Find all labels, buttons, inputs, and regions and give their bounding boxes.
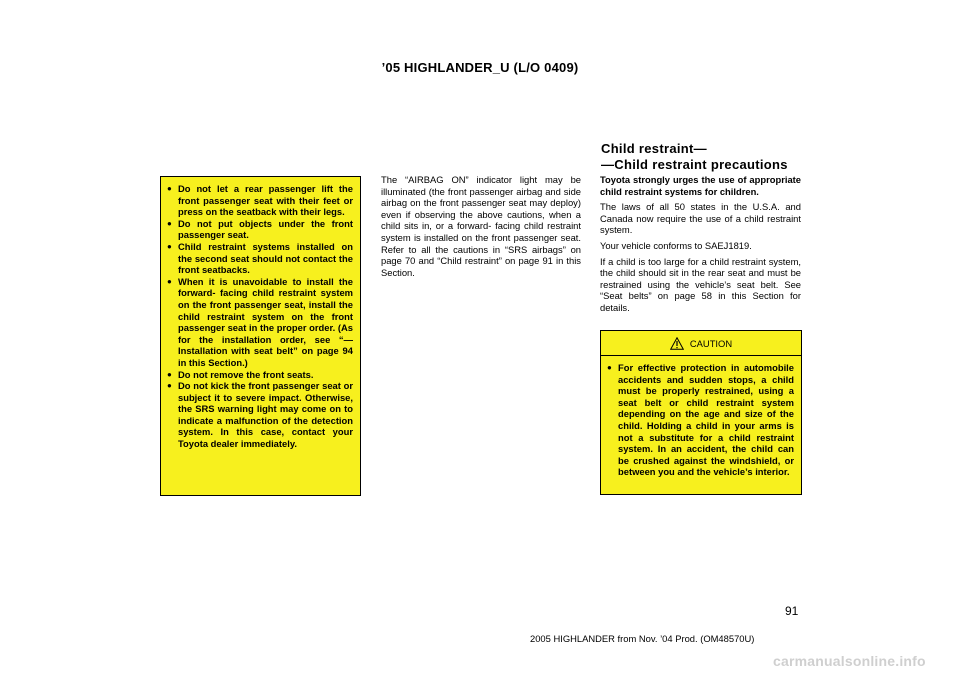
bullet-dot-icon: ● xyxy=(167,184,172,193)
bullet-dot-icon: ● xyxy=(167,241,172,251)
section-title xyxy=(601,141,788,173)
caution-header xyxy=(601,331,801,356)
warning-bullet-text: Do not put objects under the front passenger seat. xyxy=(178,217,353,241)
page-footer: 2005 HIGHLANDER from Nov. ’04 Prod. (OM48570U) xyxy=(530,633,755,644)
warning-bullet xyxy=(167,369,353,381)
intro-paragraph: Toyota strongly urges the use of appropriate child restraint systems for children. xyxy=(600,174,801,197)
bullet-dot-icon: ● xyxy=(607,363,612,372)
warning-bullet-text: Do not kick the front passenger seat or subject it to severe impact. Otherwise, the SRS warning light may come on to indicate a malfunction of the detection system. In this case, contact your Toyota dealer immediately. xyxy=(178,380,353,450)
warning-bullet-list xyxy=(167,183,353,450)
warning-bullet xyxy=(167,380,353,450)
page-header-title: ’05 HIGHLANDER_U (L/O 0409) xyxy=(381,60,579,75)
bullet-dot-icon: ● xyxy=(167,381,172,391)
large-child-paragraph: If a child is too large for a child restraint system, the child should sit in the rear seat and must be restrained using the vehicle’s seat belt. See “Seat belts” on page 58 in this Section for details. xyxy=(600,255,801,313)
section-title-line1: Child restraint— xyxy=(601,141,707,156)
warning-bullet xyxy=(167,183,353,218)
caution-bullet xyxy=(607,362,794,478)
conformance-paragraph: Your vehicle conforms to SAEJ1819. xyxy=(600,239,752,251)
caution-body xyxy=(601,356,801,482)
airbag-indicator-paragraph: The “AIRBAG ON” indicator light may be illuminated (the front passenger airbag and side airbag on the front passenger seat may deploy) even if observing the above cautions, when a child sits in, or a forward- facing child restraint system is installed on the front passenger seat. Refer to all the cautions in “SRS airbags” on page 70 and “Child restraint” on page 91 in this Section. xyxy=(381,174,581,278)
laws-paragraph: The laws of all 50 states in the U.S.A. and Canada now require the use of a child restraint system. xyxy=(600,201,801,236)
caution-label: CAUTION xyxy=(689,337,733,349)
warning-bullet-text: When it is unavoidable to install the forward- facing child restraint system on the front passenger seat, install the child restraint system on the front passenger seat in the proper order. (As for the installation order, see “—Installation with seat belt” on page 94 in this Section.) xyxy=(178,275,353,368)
warning-bullet xyxy=(167,241,353,276)
bullet-dot-icon: ● xyxy=(167,369,172,379)
warning-bullet xyxy=(167,218,353,241)
page-number: 91 xyxy=(785,604,799,618)
warning-bullet xyxy=(167,276,353,369)
watermark: carmanualsonline.info xyxy=(773,653,926,669)
warning-bullet-text: Child restraint systems installed on the second seat should not contact the front seatbacks. xyxy=(178,240,353,276)
section-title-line2: —Child restraint precautions xyxy=(601,157,788,172)
caution-bullet-list xyxy=(607,362,794,478)
bullet-dot-icon: ● xyxy=(167,218,172,228)
warning-bullet-text: Do not remove the front seats. xyxy=(178,368,314,380)
right-column xyxy=(600,174,801,318)
warning-box xyxy=(160,176,361,496)
warning-triangle-icon xyxy=(670,337,684,350)
bullet-dot-icon: ● xyxy=(167,276,172,286)
warning-bullet-text: Do not let a rear passenger lift the front passenger seat with their feet or press on the seatback with their legs. xyxy=(178,183,353,218)
caution-box xyxy=(600,330,802,495)
caution-bullet-text: For effective protection in automobile accidents and sudden stops, a child must be properly restrained, using a seat belt or child restraint system depending on the age and size of the child. Holding a child in your arms is not a substitute for a child restraint system. In an accident, the child can be crushed against the windshield, or between you and the vehicle’s interior. xyxy=(618,362,794,478)
